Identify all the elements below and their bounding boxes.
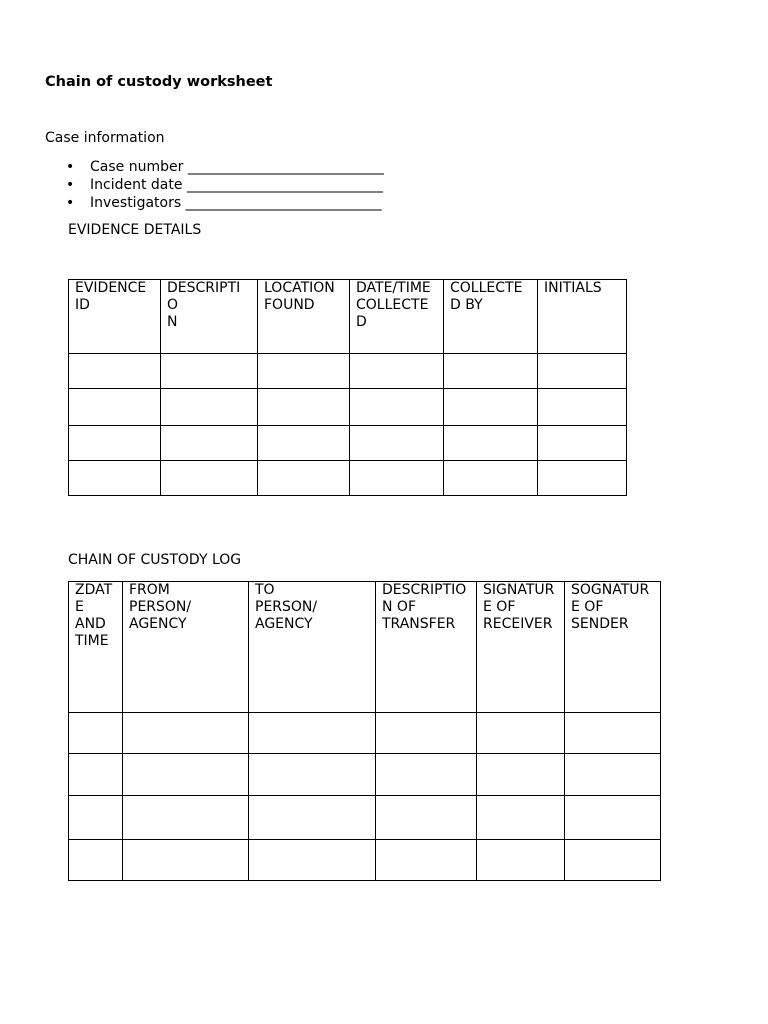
investigators-label: Investigators <box>90 195 182 211</box>
table-row <box>69 389 627 426</box>
column-header <box>565 582 661 713</box>
blank-cell[interactable] <box>444 354 538 389</box>
blank-cell[interactable] <box>444 389 538 426</box>
column-header-line: N <box>167 314 178 330</box>
investigators-field <box>45 194 384 212</box>
column-header <box>258 280 350 354</box>
bullet: • <box>66 195 75 211</box>
column-header-line: SIGNATUR <box>483 582 555 598</box>
blank-cell[interactable] <box>350 389 444 426</box>
column-header-line: N OF <box>382 599 416 615</box>
blank-cell[interactable] <box>258 426 350 461</box>
incident-date-blank: ____________________________ <box>186 177 383 193</box>
column-header <box>538 280 627 354</box>
blank-cell[interactable] <box>565 840 661 881</box>
column-header <box>69 582 123 713</box>
blank-cell[interactable] <box>258 461 350 496</box>
column-header-line: DESCRIPTIO <box>382 582 467 598</box>
column-header-line: PERSON/ <box>255 599 318 615</box>
evidence-details-table <box>68 279 627 496</box>
column-header-line: SENDER <box>571 616 629 632</box>
column-header <box>350 280 444 354</box>
column-header-line: DATE/TIME <box>356 280 431 296</box>
table-row <box>69 754 661 796</box>
chain-of-custody-log-table <box>68 581 661 881</box>
blank-cell[interactable] <box>258 389 350 426</box>
blank-cell[interactable] <box>161 461 258 496</box>
column-header-line: EVIDENCE <box>75 280 147 296</box>
blank-cell[interactable] <box>350 354 444 389</box>
table-row <box>69 840 661 881</box>
table-row <box>69 426 627 461</box>
investigators-blank: ____________________________ <box>185 195 382 211</box>
table-row <box>69 461 627 496</box>
column-header <box>477 582 565 713</box>
case-information-label: Case information <box>45 130 165 146</box>
table-header-row <box>69 582 661 713</box>
blank-cell[interactable] <box>258 354 350 389</box>
blank-cell[interactable] <box>376 840 477 881</box>
blank-cell[interactable] <box>350 461 444 496</box>
blank-cell[interactable] <box>161 426 258 461</box>
blank-cell[interactable] <box>565 796 661 840</box>
blank-cell[interactable] <box>538 426 627 461</box>
column-header-line: FROM <box>129 582 170 598</box>
blank-cell[interactable] <box>123 754 249 796</box>
incident-date-label: Incident date <box>90 177 183 193</box>
column-header-line: D <box>356 314 367 330</box>
blank-cell[interactable] <box>538 461 627 496</box>
document-title: Chain of custody worksheet <box>45 74 273 90</box>
column-header-line: AGENCY <box>129 616 187 632</box>
incident-date-field <box>45 176 384 194</box>
column-header-line: TIME <box>75 633 109 649</box>
blank-cell[interactable] <box>477 713 565 754</box>
blank-cell[interactable] <box>477 754 565 796</box>
column-header <box>249 582 376 713</box>
column-header-line: ZDAT <box>75 582 113 598</box>
blank-cell[interactable] <box>249 796 376 840</box>
column-header-line: COLLECTE <box>450 280 523 296</box>
evidence-details-heading: EVIDENCE DETAILS <box>68 222 202 238</box>
column-header-line: ID <box>75 297 90 313</box>
table-row <box>69 354 627 389</box>
blank-cell[interactable] <box>69 796 123 840</box>
blank-cell[interactable] <box>249 754 376 796</box>
table-row <box>69 796 661 840</box>
blank-cell[interactable] <box>376 754 477 796</box>
column-header-line: D BY <box>450 297 483 313</box>
column-header-line: SOGNATUR <box>571 582 650 598</box>
blank-cell[interactable] <box>538 354 627 389</box>
blank-cell[interactable] <box>477 840 565 881</box>
blank-cell[interactable] <box>123 840 249 881</box>
blank-cell[interactable] <box>69 840 123 881</box>
table-row <box>69 713 661 754</box>
column-header-line: AND <box>75 616 106 632</box>
case-number-label: Case number <box>90 159 184 175</box>
blank-cell[interactable] <box>444 461 538 496</box>
column-header-line: E OF <box>571 599 604 615</box>
blank-cell[interactable] <box>123 713 249 754</box>
blank-cell[interactable] <box>69 354 161 389</box>
case-information-list <box>45 158 384 212</box>
column-header-line: TO <box>255 582 275 598</box>
column-header <box>376 582 477 713</box>
chain-of-custody-log-heading: CHAIN OF CUSTODY LOG <box>68 552 242 568</box>
blank-cell[interactable] <box>376 713 477 754</box>
blank-cell[interactable] <box>69 461 161 496</box>
blank-cell[interactable] <box>69 426 161 461</box>
table-header-row <box>69 280 627 354</box>
column-header-line: INITIALS <box>544 280 602 296</box>
blank-cell[interactable] <box>477 796 565 840</box>
blank-cell[interactable] <box>249 713 376 754</box>
column-header-line: COLLECTE <box>356 297 429 313</box>
blank-cell[interactable] <box>69 713 123 754</box>
blank-cell[interactable] <box>565 713 661 754</box>
blank-cell[interactable] <box>350 426 444 461</box>
case-number-blank: ____________________________ <box>187 159 384 175</box>
column-header-line: E OF <box>483 599 516 615</box>
column-header-line: PERSON/ <box>129 599 192 615</box>
blank-cell[interactable] <box>538 389 627 426</box>
blank-cell[interactable] <box>249 840 376 881</box>
column-header-line: AGENCY <box>255 616 313 632</box>
bullet: • <box>66 177 75 193</box>
column-header-line: LOCATION <box>264 280 335 296</box>
blank-cell[interactable] <box>376 796 477 840</box>
blank-cell[interactable] <box>444 426 538 461</box>
bullet: • <box>66 159 75 175</box>
blank-cell[interactable] <box>69 389 161 426</box>
case-number-field <box>45 158 384 176</box>
column-header-line: TRANSFER <box>382 616 456 632</box>
blank-cell[interactable] <box>123 796 249 840</box>
column-header <box>444 280 538 354</box>
blank-cell[interactable] <box>565 754 661 796</box>
column-header-line: DESCRIPTIO <box>167 280 241 313</box>
column-header-line: E <box>75 599 84 615</box>
blank-cell[interactable] <box>161 354 258 389</box>
column-header <box>123 582 249 713</box>
column-header <box>161 280 258 354</box>
column-header-line: FOUND <box>264 297 315 313</box>
column-header-line: RECEIVER <box>483 616 553 632</box>
blank-cell[interactable] <box>161 389 258 426</box>
blank-cell[interactable] <box>69 754 123 796</box>
column-header <box>69 280 161 354</box>
